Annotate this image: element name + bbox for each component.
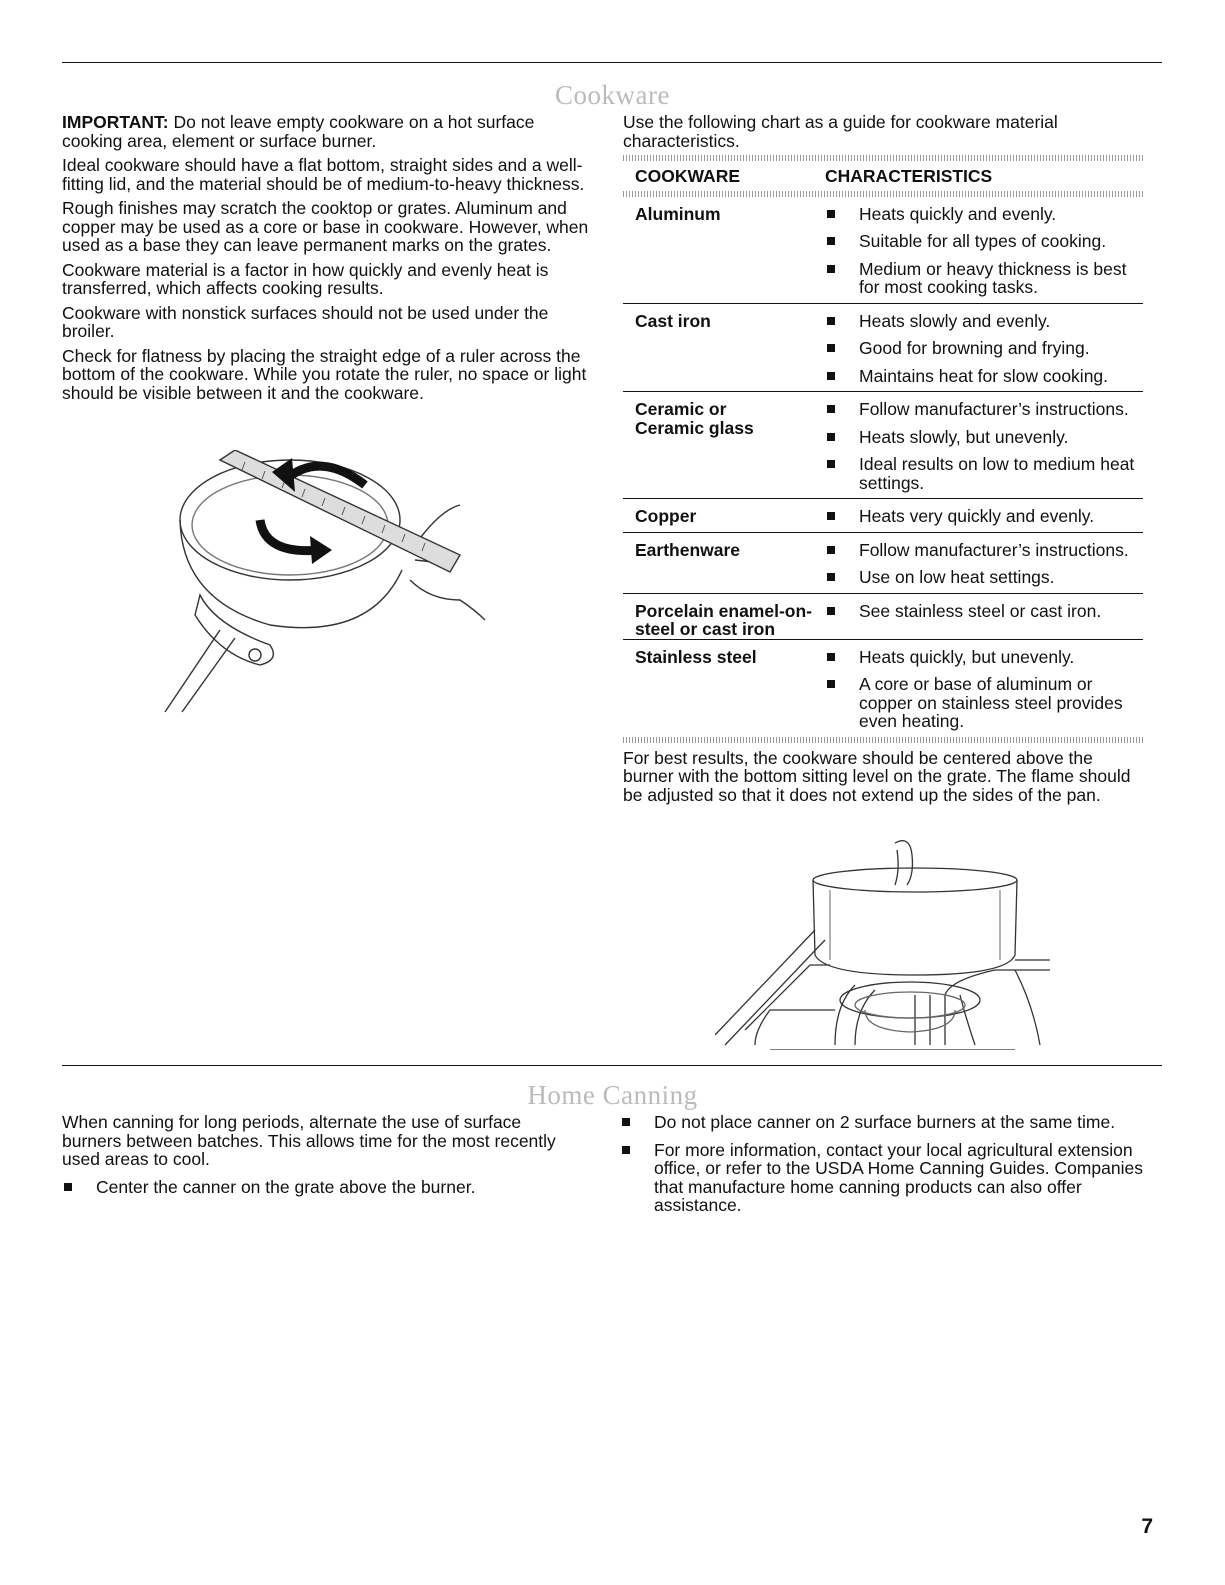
pan-ruler-illustration	[160, 450, 500, 720]
page-number: 7	[1141, 1515, 1153, 1538]
important-note	[62, 113, 592, 150]
cookware-table	[623, 161, 1143, 737]
material-cell: Cast iron	[635, 310, 711, 331]
canning-right-list	[620, 1113, 1155, 1215]
chart-intro: Use the following chart as a guide for cookware material characteristics.	[623, 112, 1058, 151]
material-cell: Copper	[635, 506, 697, 526]
characteristic-item: Suitable for all types of cooking.	[825, 232, 1143, 251]
table-header-row	[623, 161, 1143, 191]
characteristic-item: Follow manufacturer’s instructions.	[825, 541, 1143, 560]
characteristic-item: Good for browning and frying.	[825, 339, 1143, 358]
characteristic-item: Medium or heavy thickness is best for most cooking tasks.	[825, 260, 1143, 297]
characteristic-item: Heats quickly and evenly.	[825, 205, 1143, 224]
cookware-paragraph: Cookware with nonstick surfaces should not be used under the broiler.	[62, 302, 549, 341]
list-item: Center the canner on the grate above the burner.	[62, 1178, 582, 1197]
header-characteristics: CHARACTERISTICS	[825, 166, 993, 186]
cookware-paragraph: Rough finishes may scratch the cooktop or grates. Aluminum and copper may be used as a core or base in cookware. However, when used as a base they can leave permanent marks on the grates.	[62, 198, 589, 255]
material-cell: Stainless steel	[635, 646, 757, 667]
material-cell: Aluminum	[635, 203, 721, 224]
canning-intro: When canning for long periods, alternate the use of surface burners between batches. This allows time for the most recently used areas to cool.	[62, 1112, 556, 1169]
material-cell: Earthenware	[635, 539, 741, 560]
cookware-right-column	[623, 113, 1158, 154]
canning-left-list	[62, 1178, 582, 1197]
table-row	[623, 392, 1143, 499]
characteristic-item: A core or base of aluminum or copper on stainless steel provides even heating.	[825, 675, 1143, 731]
characteristic-item: Heats quickly, but unevenly.	[825, 648, 1143, 667]
canning-title: Home Canning	[527, 1080, 698, 1110]
table-row	[623, 593, 1143, 639]
characteristic-item: Use on low heat settings.	[825, 568, 1143, 587]
important-label: IMPORTANT:	[62, 112, 169, 132]
canning-left-column	[62, 1113, 582, 1196]
cookware-paragraph: Check for flatness by placing the straight edge of a ruler across the bottom of the cookware. While you rotate the ruler, no space or light should be visible between it and the cookware.	[62, 345, 587, 403]
material-cell: Porcelain enamel-on-steel or cast iron	[635, 600, 812, 639]
top-rule	[62, 62, 1162, 63]
canning-right-column	[620, 1113, 1155, 1215]
list-item: For more information, contact your local agricultural extension office, or refer to the USDA Home Canning Guides. Companies that manufacture home canning products can also offer assistance.	[620, 1141, 1155, 1215]
canning-rule	[62, 1065, 1162, 1066]
table-row	[623, 197, 1143, 304]
characteristic-item: Heats slowly and evenly.	[825, 312, 1143, 331]
characteristic-item: See stainless steel or cast iron.	[825, 602, 1143, 621]
best-results-text: For best results, the cookware should be centered above the burner with the bottom sitting level on the grate. The flame should be adjusted so that it does not extend up the sides of the pan.	[623, 747, 1131, 805]
important-text: Do not leave empty cookware on a hot surface cooking area, element or surface burner.	[62, 112, 535, 151]
cookware-paragraph: Cookware material is a factor in how quickly and evenly heat is transferred, which affects cooking results.	[62, 259, 549, 298]
chart-bottom-rule	[623, 737, 1143, 743]
characteristic-item: Maintains heat for slow cooking.	[825, 367, 1143, 386]
material-cell: Ceramic or Ceramic glass	[635, 399, 754, 438]
header-cookware: COOKWARE	[635, 166, 740, 186]
characteristic-item: Ideal results on low to medium heat settings.	[825, 455, 1143, 492]
table-row	[623, 303, 1143, 392]
cookware-title: Cookware	[555, 80, 670, 110]
cookware-left-column	[62, 113, 592, 408]
cookware-paragraph: Ideal cookware should have a flat bottom, straight sides and a well-fitting lid, and the material should be of medium-to-heavy thickness.	[62, 155, 585, 194]
characteristic-item: Follow manufacturer’s instructions.	[825, 400, 1143, 419]
pot-on-burner-illustration	[715, 835, 1055, 1050]
characteristic-item: Heats slowly, but unevenly.	[825, 428, 1143, 447]
characteristic-item: Heats very quickly and evenly.	[825, 507, 1143, 526]
cookware-chart	[623, 155, 1143, 804]
table-row	[623, 639, 1143, 737]
table-row	[623, 532, 1143, 593]
list-item: Do not place canner on 2 surface burners at the same time.	[620, 1113, 1155, 1132]
table-row	[623, 499, 1143, 533]
